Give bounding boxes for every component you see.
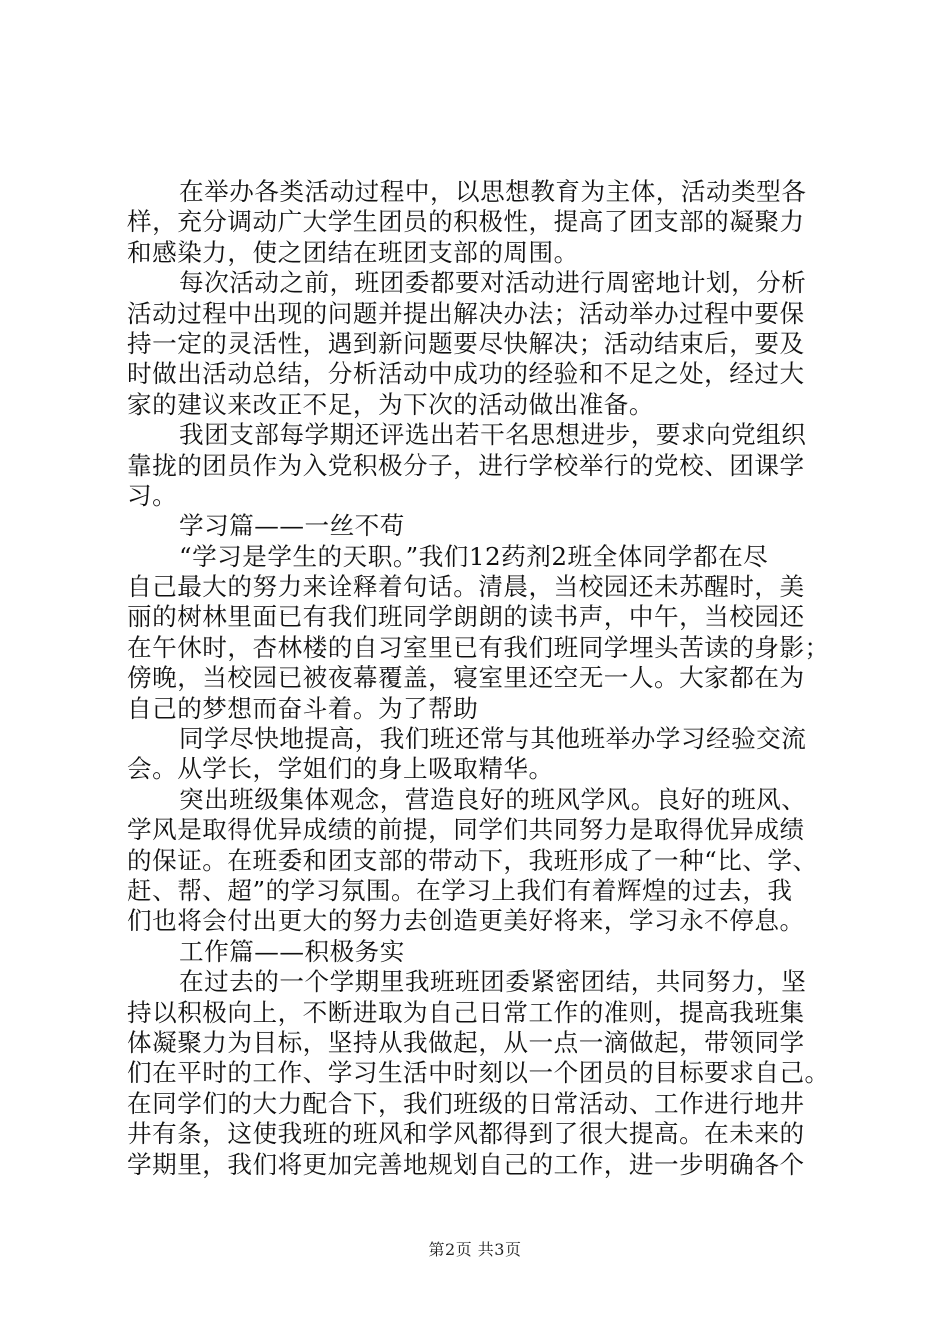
paragraph-line: 样，充分调动广大学生团员的积极性，提高了团支部的凝聚力	[127, 207, 805, 237]
paragraph-line: 突出班级集体观念，营造良好的班风学风。良好的班风、	[179, 784, 807, 814]
paragraph-line: “学习是学生的天职。”我们12药剂2班全体同学都在尽	[179, 541, 769, 571]
paragraph-line: 时做出活动总结，分析活动中成功的经验和不足之处，经过大	[127, 359, 805, 389]
paragraph-line: 学期里，我们将更加完善地规划自己的工作，进一步明确各个	[127, 1149, 805, 1179]
paragraph-line: 靠拢的团员作为入党积极分子，进行学校举行的党校、团课学	[127, 450, 805, 480]
paragraph-line: 在过去的一个学期里我班班团委紧密团结，共同努力，坚	[179, 967, 807, 997]
paragraph-line: 傍晚，当校园已被夜幕覆盖，寝室里还空无一人。大家都在为	[127, 663, 805, 693]
paragraph-line: 学风是取得优异成绩的前提，同学们共同努力是取得优异成绩	[127, 815, 805, 845]
paragraph-line: 和感染力，使之团结在班团支部的周围。	[127, 237, 579, 267]
document-body	[127, 177, 837, 1180]
paragraph-line: 家的建议来改正不足，为下次的活动做出准备。	[127, 389, 654, 419]
paragraph-line: 赶、帮、超”的学习氛围。在学习上我们有着辉煌的过去，我	[127, 875, 793, 905]
paragraph-line: 活动过程中出现的问题并提出解决办法；活动举办过程中要保	[127, 298, 805, 328]
paragraph-line: 在举办各类活动过程中，以思想教育为主体，活动类型各	[179, 177, 807, 206]
paragraph-line: 在同学们的大力配合下，我们班级的日常活动、工作进行地井	[127, 1088, 805, 1118]
page-number-footer: 第2页 共3页	[428, 1240, 522, 1259]
paragraph-line: 们也将会付出更大的努力去创造更美好将来，学习永不停息。	[127, 906, 805, 936]
paragraph-line: 会。从学长，学姐们的身上吸取精华。	[127, 754, 554, 784]
paragraph-line: 的保证。在班委和团支部的带动下，我班形成了一种“比、学、	[127, 845, 818, 875]
paragraph-line: 井有条，这使我班的班风和学风都得到了很大提高。在未来的	[127, 1119, 805, 1149]
paragraph-line: 在午休时，杏林楼的自习室里已有我们班同学埋头苦读的身影；	[127, 632, 830, 662]
paragraph-line: 丽的树林里面已有我们班同学朗朗的读书声，中午，当校园还	[127, 602, 805, 632]
paragraph-line: 习。	[127, 480, 178, 510]
paragraph-line: 自己最大的努力来诠释着句话。清晨，当校园还未苏醒时，美	[127, 572, 805, 602]
section-heading-study: 学习篇——一丝不苟	[179, 511, 405, 541]
paragraph-line: 们在平时的工作、学习生活中时刻以一个团员的目标要求自己。	[127, 1058, 830, 1088]
section-heading-work: 工作篇——积极务实	[179, 936, 405, 966]
paragraph-line: 自己的梦想而奋斗着。为了帮助	[127, 693, 479, 723]
paragraph-line: 我团支部每学期还评选出若干名思想进步，要求向党组织	[179, 420, 807, 450]
paragraph-line: 同学尽快地提高，我们班还常与其他班举办学习经验交流	[179, 724, 807, 754]
paragraph-line: 每次活动之前，班团委都要对活动进行周密地计划，分析	[179, 268, 807, 298]
paragraph-line: 持一定的灵活性，遇到新问题要尽快解决；活动结束后，要及	[127, 328, 805, 358]
paragraph-line: 持以积极向上，不断进取为自己日常工作的准则，提高我班集	[127, 997, 805, 1027]
paragraph-line: 体凝聚力为目标，坚持从我做起，从一点一滴做起，带领同学	[127, 1027, 805, 1057]
